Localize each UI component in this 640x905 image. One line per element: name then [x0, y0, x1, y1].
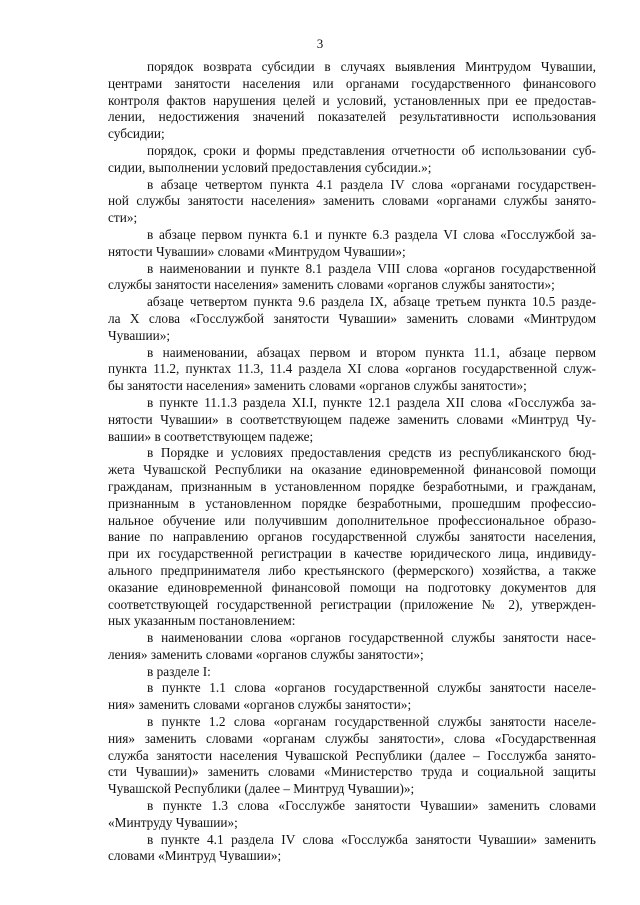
text-line: службы занятости населения» заменить словами «органов службы занятости»; — [108, 277, 555, 293]
text-line: ных указанным постановлением: — [108, 613, 296, 629]
text-line: контроля фактов нарушения целей и условий, установленных при ее предостав- — [108, 92, 596, 108]
text-line: признанным в установленном порядке безработными, прошедшим профессио- — [108, 495, 596, 511]
text-line: в Порядке и условиях предоставления средств из республиканского бюд- — [147, 445, 596, 461]
text-line: сти»; — [108, 210, 138, 226]
text-line: вание по направлению органов государственной службы занятости населения, — [108, 529, 596, 545]
text-line: вашии» в соответствующем падеже; — [108, 428, 314, 444]
text-line: абзаце четвертом пункта 9.6 раздела IX, абзаце третьем пункта 10.5 разде- — [147, 294, 596, 310]
text-line: в пункте 1.2 слова «органам государственной службы занятости населе- — [147, 714, 596, 730]
text-line: в наименовании слова «органов государственной службы занятости насе- — [147, 630, 596, 646]
body-text — [108, 59, 596, 865]
text-line: субсидии; — [108, 126, 165, 142]
text-line: «Минтруду Чувашии»; — [108, 814, 238, 830]
page-number: 3 — [316, 36, 324, 51]
text-line: Чувашии»; — [108, 327, 171, 343]
text-line: в пункте 1.3 слова «Госслужбе занятости Чувашии» заменить словами — [147, 798, 596, 814]
text-line: словами «Минтруд Чувашии»; — [108, 848, 282, 864]
text-line: в абзаце первом пункта 6.1 и пункте 6.3 раздела VI слова «Госслужбой за- — [147, 226, 596, 242]
text-line: пункта 11.2, пунктах 11.3, 11.4 раздела XI слова «органов государственной служ- — [108, 361, 596, 377]
text-line: центрами занятости населения или органами государственного финансового — [108, 75, 596, 91]
text-line: соответствующей государственной регистрации (приложение № 2), утвержден- — [108, 596, 596, 612]
text-line: сти Чувашии)» заменить словами «Министерство труда и социальной защиты — [108, 764, 596, 780]
text-line: служба занятости населения Чувашской Республики (далее – Госслужба занято- — [108, 747, 596, 763]
text-line: в наименовании и пункте 8.1 раздела VIII слова «органов государственной — [147, 260, 596, 276]
text-line: в разделе I: — [147, 663, 211, 679]
text-line: нальное обучение или получившим дополнительное профессиональное образо- — [108, 512, 596, 528]
text-line: порядок, сроки и формы представления отчетности об использовании суб- — [147, 142, 596, 158]
text-line: ной службы занятости населения» заменить словами «органами службы занято- — [108, 193, 596, 209]
text-line: оказание единовременной финансовой помощи на подготовку документов для — [108, 579, 596, 595]
text-line: нятости Чувашии» словами «Минтрудом Чувашии»; — [108, 243, 406, 259]
text-line: нятости Чувашии» в соответствующем падеже заменить словами «Минтруд Чу- — [108, 411, 596, 427]
text-line: в пункте 4.1 раздела IV слова «Госслужба занятости Чувашии» заменить — [147, 831, 596, 847]
text-line: в пункте 11.1.3 раздела XI.I, пункте 12.1 раздела XII слова «Госслужба за- — [147, 394, 596, 410]
text-line: при их государственной регистрации в качестве юридического лица, индивиду- — [108, 546, 596, 562]
text-line: Чувашской Республики (далее – Минтруд Чувашии)»; — [108, 781, 415, 797]
text-line: бы занятости населения» заменить словами «органов службы занятости»; — [108, 378, 527, 394]
text-line: в абзаце четвертом пункта 4.1 раздела IV слова «органами государствен- — [147, 176, 596, 192]
text-line: ального предпринимателя либо крестьянского (фермерского) хозяйства, а также — [108, 562, 596, 578]
text-line: в пункте 1.1 слова «органов государственной службы занятости населе- — [147, 680, 596, 696]
text-line: жета Чувашской Республики на оказание единовременной финансовой помощи — [108, 462, 596, 478]
text-line: ния» заменить словами «органов службы занятости»; — [108, 697, 412, 713]
text-line: лении, недостижения значений показателей результативности использования — [108, 109, 596, 125]
text-line: сидии, выполнении условий предоставления субсидии.»; — [108, 159, 432, 175]
text-line: ления» заменить словами «органов службы занятости»; — [108, 646, 424, 662]
text-line: в наименовании, абзацах первом и втором пункта 11.1, абзаце первом — [147, 344, 596, 360]
text-line: гражданам, признанным в установленном порядке безработными, и гражданам, — [108, 478, 596, 494]
text-line: порядок возврата субсидии в случаях выявления Минтрудом Чувашии, — [147, 59, 596, 74]
text-line: ла X слова «Госслужбой занятости Чувашии» заменить словами «Минтрудом — [108, 310, 596, 326]
text-line: ния» заменить словами «органам службы занятости», слова «Государственная — [108, 730, 596, 746]
